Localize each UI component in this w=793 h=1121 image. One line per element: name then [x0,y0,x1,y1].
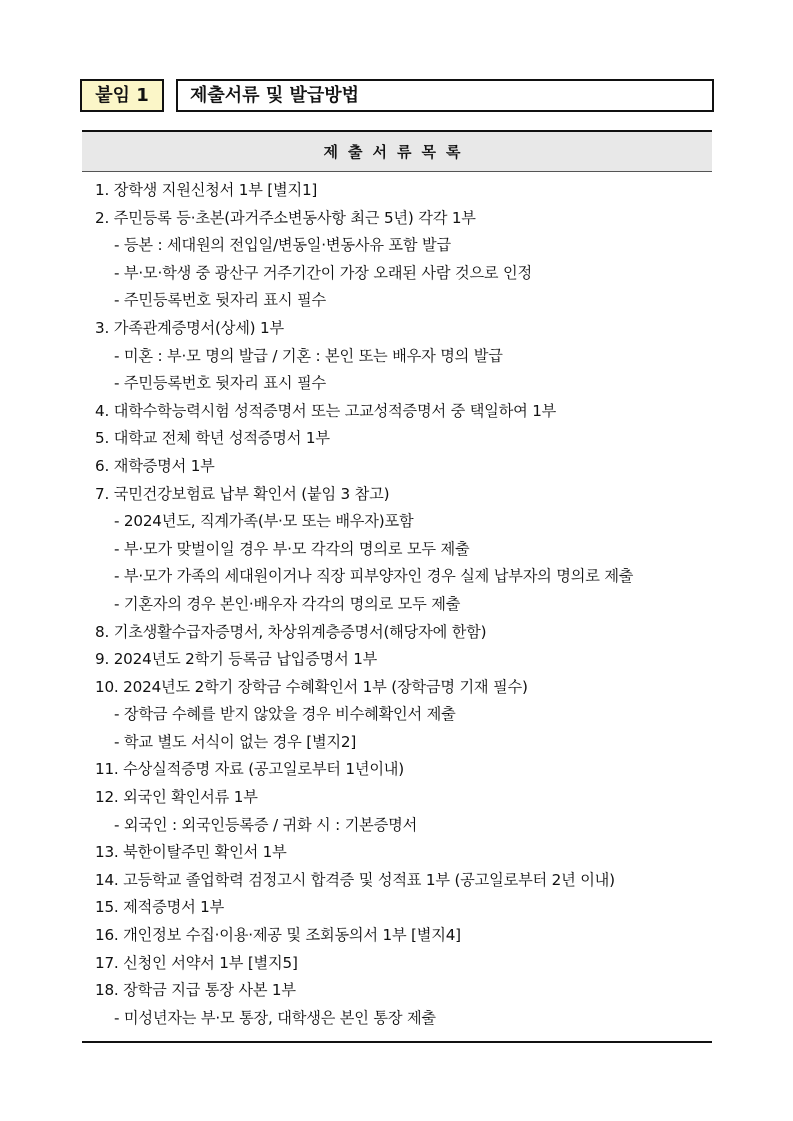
list-subitem: - 주민등록번호 뒷자리 표시 필수 [114,374,326,393]
list-item: 16. 개인정보 수집·이용·제공 및 조회동의서 1부 [별지4] [95,926,461,945]
section-header: 제출서류목록 [82,130,712,172]
list-item: 1. 장학생 지원신청서 1부 [별지1] [95,181,318,199]
list-subitem: - 장학금 수혜를 받지 않았을 경우 비수혜확인서 제출 [114,705,456,724]
list-subitem: - 등본 : 세대원의 전입일/변동일·변동사유 포함 발급 [114,236,451,255]
list-item: 18. 장학금 지급 통장 사본 1부 [95,981,296,1000]
list-subitem: - 부·모가 맞벌이일 경우 부·모 각각의 명의로 모두 제출 [114,539,470,558]
list-subitem: - 주민등록번호 뒷자리 표시 필수 [114,291,326,310]
list-item: 12. 외국인 확인서류 1부 [95,788,258,807]
list-item: 7. 국민건강보험료 납부 확인서 (붙임 3 참고) [95,484,390,503]
list-subitem: - 기혼자의 경우 본인·배우자 각각의 명의로 모두 제출 [114,594,461,613]
bottom-divider [82,1041,712,1043]
list-item: 10. 2024년도 2학기 장학금 수혜확인서 1부 (장학금명 기재 필수) [95,677,528,696]
document-list [82,177,712,1032]
list-subitem: - 외국인 : 외국인등록증 / 귀화 시 : 기본증명서 [114,815,418,834]
list-item: 9. 2024년도 2학기 등록금 납입증명서 1부 [95,650,378,669]
list-item: 17. 신청인 서약서 1부 [별지5] [95,953,298,972]
document-title: 제출서류 및 발급방법 [176,79,714,112]
list-item: 4. 대학수학능력시험 성적증명서 또는 고교성적증명서 중 택일하여 1부 [95,401,557,420]
list-subitem: - 학교 별도 서식이 없는 경우 [별지2] [114,732,357,751]
list-item: 3. 가족관계증명서(상세) 1부 [95,318,284,337]
list-item: 11. 수상실적증명 자료 (공고일로부터 1년이내) [95,760,404,779]
list-item: 15. 제적증명서 1부 [95,898,225,917]
list-subitem: - 2024년도, 직계가족(부·모 또는 배우자)포함 [114,512,414,531]
list-subitem: - 미혼 : 부·모 명의 발급 / 기혼 : 본인 또는 배우자 명의 발급 [114,346,503,365]
attachment-tag: 붙임 1 [80,79,164,112]
list-item: 13. 북한이탈주민 확인서 1부 [95,843,287,862]
list-subitem: - 미성년자는 부·모 통장, 대학생은 본인 통장 제출 [114,1008,436,1027]
list-item: 6. 재학증명서 1부 [95,456,215,475]
list-item: 2. 주민등록 등·초본(과거주소변동사항 최근 5년) 각각 1부 [95,208,476,227]
list-item: 5. 대학교 전체 학년 성적증명서 1부 [95,429,330,448]
list-subitem: - 부·모·학생 중 광산구 거주기간이 가장 오래된 사람 것으로 인정 [114,263,532,282]
list-item: 14. 고등학교 졸업학력 검정고시 합격증 및 성적표 1부 (공고일로부터 2년 이내) [95,870,615,889]
list-subitem: - 부·모가 가족의 세대원이거나 직장 피부양자인 경우 실제 납부자의 명의로 제출 [114,567,634,586]
list-item: 8. 기초생활수급자증명서, 차상위계층증명서(해당자에 한함) [95,622,487,641]
